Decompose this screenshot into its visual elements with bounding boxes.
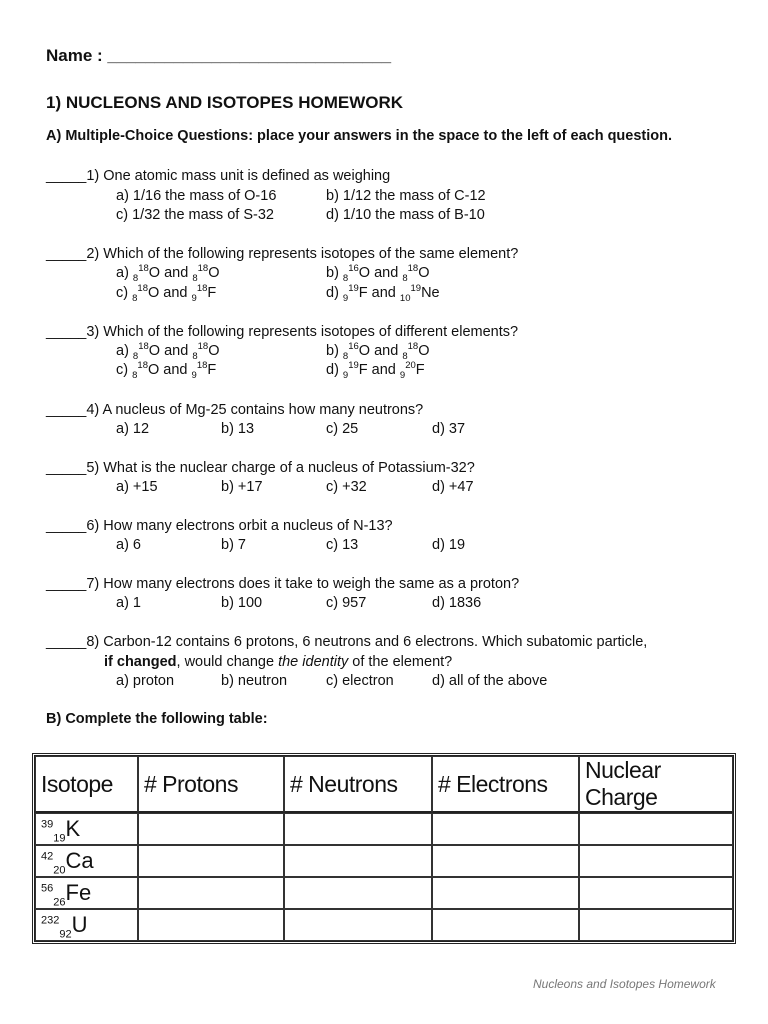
q6-option-b: b) 7	[221, 537, 246, 553]
electrons-answer-cell[interactable]	[432, 813, 579, 845]
section-b-heading: B) Complete the following table:	[46, 711, 268, 727]
element-symbol: K	[65, 816, 81, 841]
question-text: 3) Which of the following represents isotopes of different elements?	[86, 324, 519, 340]
atomic-number: 20	[53, 864, 66, 877]
atomic-number: 26	[53, 896, 66, 909]
q8-option-d: d) all of the above	[432, 673, 548, 689]
protons-answer-cell[interactable]	[138, 845, 284, 877]
q7-option-a: a) 1	[116, 595, 141, 611]
answer-blank[interactable]: _____	[46, 460, 87, 476]
question-text: 1) One atomic mass unit is defined as weighing	[86, 168, 391, 184]
q3-option-b: b) $_8^{16}$O and $_8^{18}$O	[326, 341, 430, 362]
atomic-number: 92	[59, 928, 72, 941]
answer-blank[interactable]: _____	[46, 168, 87, 184]
table-row	[35, 813, 733, 845]
question-6	[46, 518, 393, 534]
q3-option-a: a) $_8^{18}$O and $_8^{18}$O	[116, 341, 220, 362]
mass-number: 232	[41, 914, 60, 927]
table-header-row	[35, 756, 733, 813]
atomic-number: 19	[53, 832, 66, 845]
mass-number: 56	[41, 882, 54, 895]
question-8	[46, 634, 647, 650]
charge-answer-cell[interactable]	[579, 813, 733, 845]
q4-option-c: c) 25	[326, 421, 359, 437]
text-fragment: of the element?	[348, 654, 453, 670]
question-8-line-2	[104, 654, 452, 670]
q5-option-b: b) +17	[221, 479, 263, 495]
answer-blank[interactable]: _____	[46, 246, 87, 262]
neutrons-answer-cell[interactable]	[284, 813, 432, 845]
q4-option-b: b) 13	[221, 421, 255, 437]
q4-option-a: a) 12	[116, 421, 150, 437]
question-text: 8) Carbon-12 contains 6 protons, 6 neutrons and 6 electrons. Which subatomic particle,	[86, 634, 648, 650]
question-5	[46, 460, 475, 476]
column-header-nuclear-charge: Nuclear Charge	[579, 756, 733, 813]
q2-option-b: b) $_8^{16}$O and $_8^{18}$O	[326, 263, 430, 284]
table-row	[35, 845, 733, 877]
q5-option-c: c) +32	[326, 479, 367, 495]
question-text: 2) Which of the following represents isotopes of the same element?	[86, 246, 519, 262]
q1-option-b: b) 1/12 the mass of C-12	[326, 188, 486, 204]
q1-option-a: a) 1/16 the mass of O-16	[116, 188, 277, 204]
q2-option-c: c) $_8^{18}$O and $_9^{18}$F	[116, 283, 217, 304]
protons-answer-cell[interactable]	[138, 877, 284, 909]
question-3	[46, 324, 518, 340]
answer-blank[interactable]: _____	[46, 518, 87, 534]
table-row	[35, 909, 733, 941]
isotope-cell	[35, 845, 138, 877]
neutrons-answer-cell[interactable]	[284, 909, 432, 941]
answer-blank[interactable]: _____	[46, 402, 87, 418]
answer-blank[interactable]: _____	[46, 576, 87, 592]
q8-option-b: b) neutron	[221, 673, 288, 689]
neutrons-answer-cell[interactable]	[284, 877, 432, 909]
q3-option-c: c) $_8^{18}$O and $_9^{18}$F	[116, 360, 217, 381]
column-header-isotope: Isotope	[35, 756, 138, 813]
name-field[interactable]: Name : ______________________________	[46, 46, 392, 65]
page-title: 1) NUCLEONS AND ISOTOPES HOMEWORK	[46, 93, 404, 112]
q7-option-b: b) 100	[221, 595, 263, 611]
column-header-protons: # Protons	[138, 756, 284, 813]
page-footer: Nucleons and Isotopes Homework	[533, 977, 716, 991]
q1-option-d: d) 1/10 the mass of B-10	[326, 207, 485, 223]
column-header-neutrons: # Neutrons	[284, 756, 432, 813]
isotope-table	[32, 753, 736, 944]
isotope-cell	[35, 877, 138, 909]
question-4	[46, 402, 423, 418]
electrons-answer-cell[interactable]	[432, 877, 579, 909]
q6-option-d: d) 19	[432, 537, 466, 553]
isotope-cell	[35, 909, 138, 941]
answer-blank[interactable]: _____	[46, 634, 87, 650]
question-text: 6) How many electrons orbit a nucleus of N-13?	[86, 518, 393, 534]
q6-option-a: a) 6	[116, 537, 141, 553]
mass-number: 39	[41, 818, 54, 831]
q7-option-d: d) 1836	[432, 595, 482, 611]
question-1	[46, 168, 390, 184]
electrons-answer-cell[interactable]	[432, 909, 579, 941]
q8-option-a: a) proton	[116, 673, 175, 689]
q5-option-a: a) +15	[116, 479, 158, 495]
electrons-answer-cell[interactable]	[432, 845, 579, 877]
question-text: 4) A nucleus of Mg-25 contains how many neutrons?	[86, 402, 424, 418]
mass-number: 42	[41, 850, 54, 863]
q5-option-d: d) +47	[432, 479, 474, 495]
charge-answer-cell[interactable]	[579, 845, 733, 877]
protons-answer-cell[interactable]	[138, 813, 284, 845]
table-row	[35, 877, 733, 909]
q4-option-d: d) 37	[432, 421, 466, 437]
emphasis-if-changed: if changed	[104, 654, 177, 670]
element-symbol: U	[71, 912, 88, 937]
question-7	[46, 576, 519, 592]
protons-answer-cell[interactable]	[138, 909, 284, 941]
q6-option-c: c) 13	[326, 537, 359, 553]
neutrons-answer-cell[interactable]	[284, 845, 432, 877]
q2-option-d: d) $_9^{19}$F and $_{10}^{19}$Ne	[326, 283, 440, 304]
question-text: 7) How many electrons does it take to weigh the same as a proton?	[86, 576, 520, 592]
charge-answer-cell[interactable]	[579, 877, 733, 909]
q1-option-c: c) 1/32 the mass of S-32	[116, 207, 274, 223]
q8-option-c: c) electron	[326, 673, 394, 689]
q7-option-c: c) 957	[326, 595, 367, 611]
emphasis-identity: the identity	[278, 654, 349, 670]
question-2	[46, 246, 518, 262]
question-text: 5) What is the nuclear charge of a nucleus of Potassium-32?	[86, 460, 475, 476]
element-symbol: Fe	[65, 880, 92, 905]
isotope-cell	[35, 813, 138, 845]
charge-answer-cell[interactable]	[579, 909, 733, 941]
section-a-instructions: A) Multiple-Choice Questions: place your answers in the space to the left of each question.	[46, 128, 673, 144]
element-symbol: Ca	[65, 848, 94, 873]
answer-blank[interactable]: _____	[46, 324, 87, 340]
text-fragment: , would change	[176, 654, 279, 670]
q3-option-d: d) $_9^{19}$F and $_9^{20}$F	[326, 360, 425, 381]
column-header-electrons: # Electrons	[432, 756, 579, 813]
q2-option-a: a) $_8^{18}$O and $_8^{18}$O	[116, 263, 220, 284]
